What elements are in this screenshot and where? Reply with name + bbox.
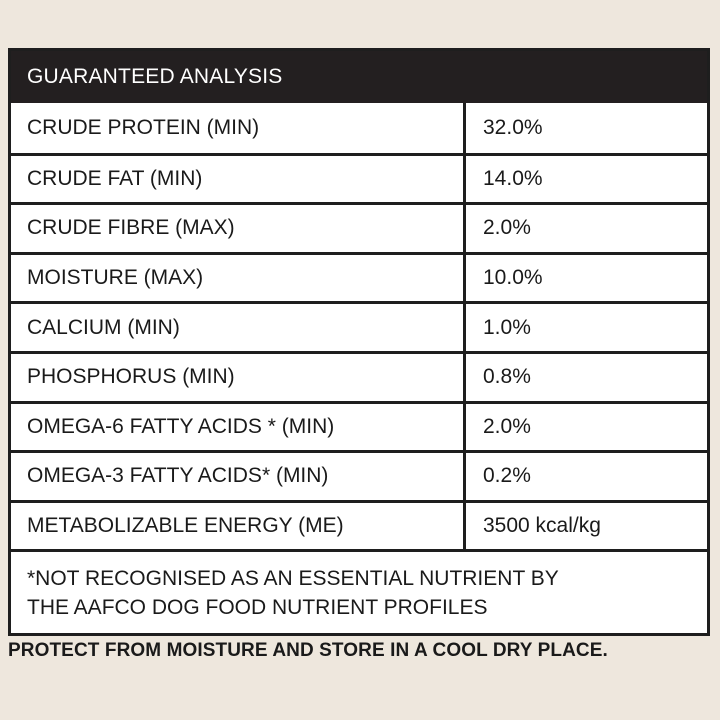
nutrient-label: PHOSPHORUS (MIN) bbox=[11, 354, 466, 401]
table-row bbox=[11, 153, 707, 203]
nutrient-label: CRUDE FIBRE (MAX) bbox=[11, 205, 466, 252]
table-row bbox=[11, 252, 707, 302]
nutrient-value: 0.8% bbox=[483, 365, 531, 389]
nutrient-value: 0.2% bbox=[483, 464, 531, 488]
nutrient-value: 2.0% bbox=[483, 216, 531, 240]
table-row bbox=[11, 301, 707, 351]
guaranteed-analysis-table bbox=[8, 48, 710, 636]
table-body bbox=[11, 103, 707, 549]
nutrient-label: METABOLIZABLE ENERGY (ME) bbox=[11, 503, 466, 550]
nutrient-value: 10.0% bbox=[483, 266, 543, 290]
table-row bbox=[11, 103, 707, 153]
nutrient-label: OMEGA-3 FATTY ACIDS* (MIN) bbox=[11, 453, 466, 500]
table-row bbox=[11, 500, 707, 550]
nutrient-value: 1.0% bbox=[483, 315, 531, 339]
nutrient-label: CRUDE PROTEIN (MIN) bbox=[11, 103, 466, 153]
table-title: GUARANTEED ANALYSIS bbox=[11, 51, 707, 103]
table-row bbox=[11, 450, 707, 500]
nutrient-label: CRUDE FAT (MIN) bbox=[11, 156, 466, 203]
nutrient-value: 3500 kcal/kg bbox=[483, 514, 601, 538]
table-row bbox=[11, 351, 707, 401]
nutrient-label: OMEGA-6 FATTY ACIDS * (MIN) bbox=[11, 404, 466, 451]
table-row bbox=[11, 401, 707, 451]
table-footnote bbox=[11, 549, 707, 633]
nutrient-value: 2.0% bbox=[483, 414, 531, 438]
storage-instructions: PROTECT FROM MOISTURE AND STORE IN A COOL DRY PLACE. bbox=[8, 640, 608, 661]
footnote-line: THE AAFCO DOG FOOD NUTRIENT PROFILES bbox=[27, 596, 488, 620]
nutrient-label: CALCIUM (MIN) bbox=[11, 304, 466, 351]
nutrient-value: 32.0% bbox=[483, 115, 543, 139]
nutrient-value: 14.0% bbox=[483, 166, 543, 190]
footnote-line: *NOT RECOGNISED AS AN ESSENTIAL NUTRIENT BY bbox=[27, 567, 559, 591]
nutrient-label: MOISTURE (MAX) bbox=[11, 255, 466, 302]
table-row bbox=[11, 202, 707, 252]
